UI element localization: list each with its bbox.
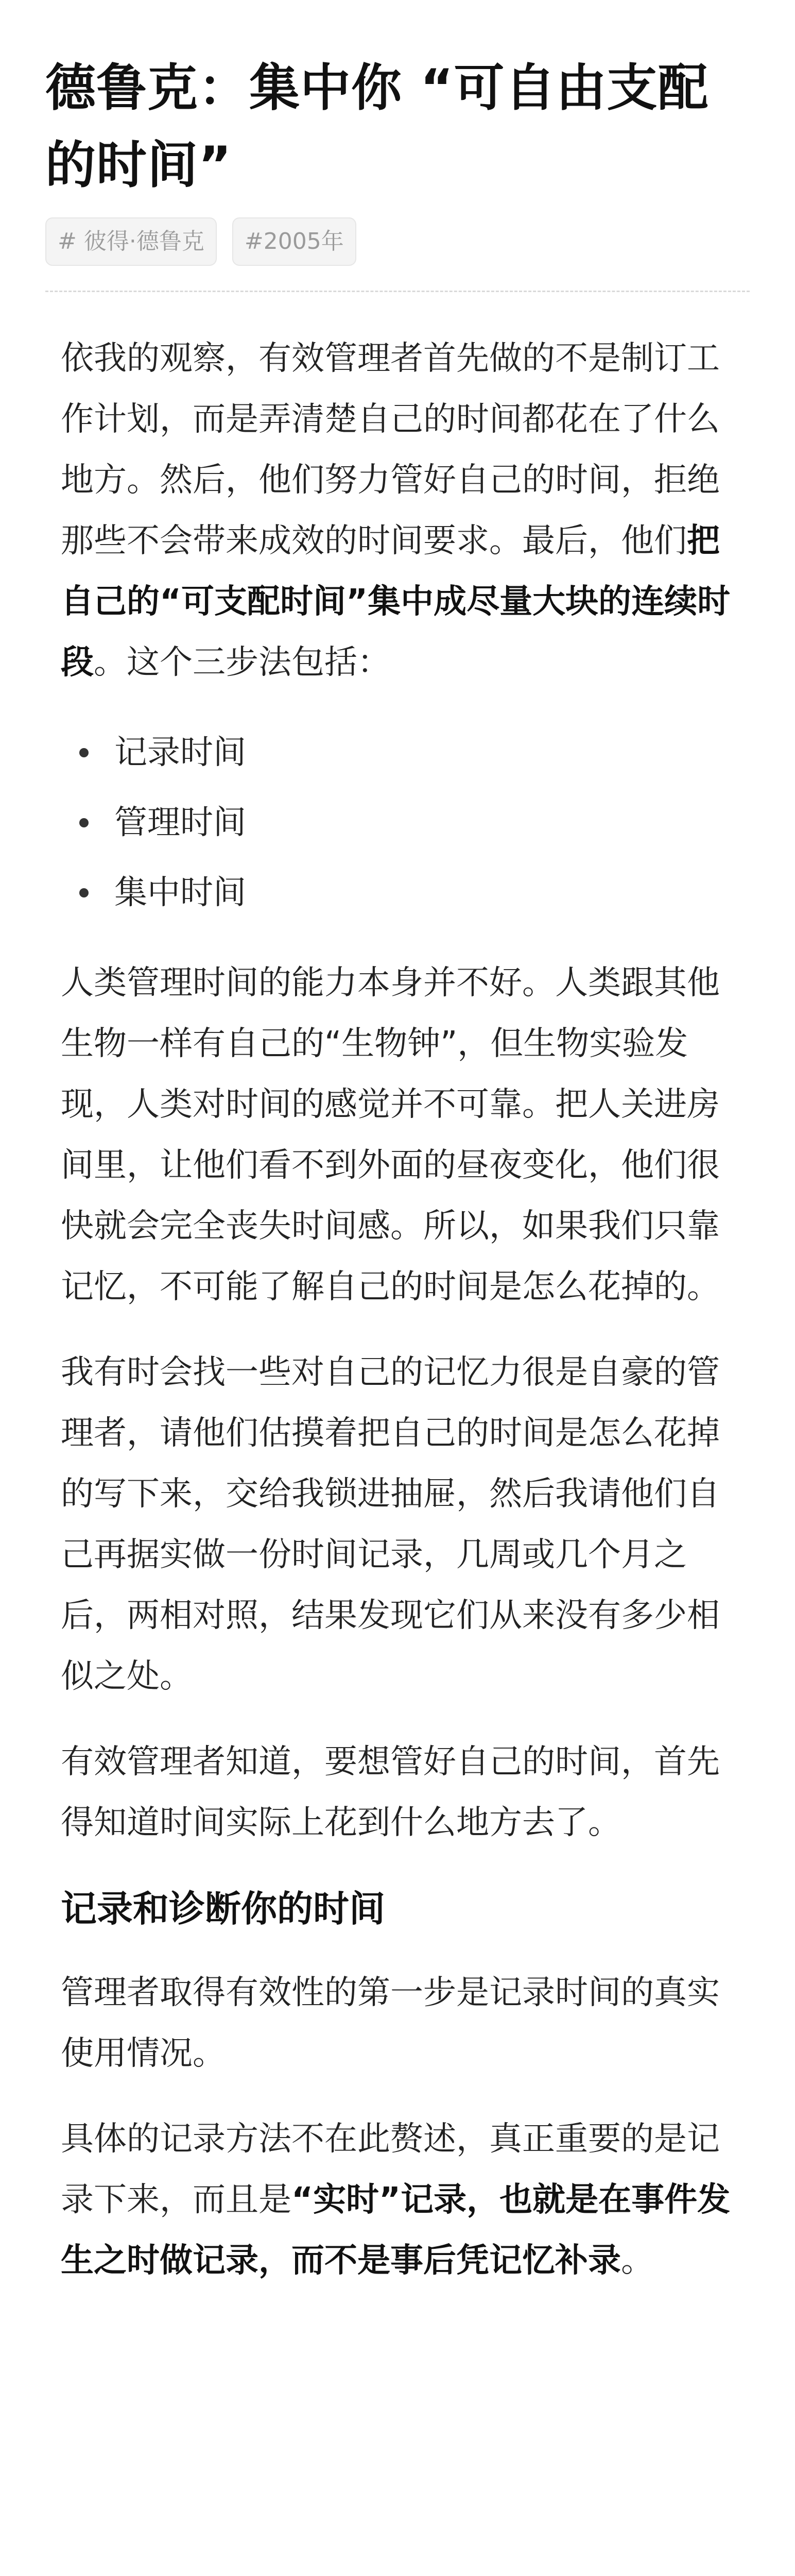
tag-list: [45, 217, 750, 266]
section-heading-record-time: 记录和诊断你的时间: [61, 1888, 385, 1930]
list-item-label: 记录时间: [114, 734, 246, 772]
paragraph-first-step: 管理者取得有效性的第一步是记录时间的真实使用情况。: [61, 1974, 720, 2073]
paragraph-realtime-record: [61, 2109, 739, 2291]
paragraph-intro-tail: 。这个三步法包括：: [94, 643, 390, 682]
paragraph-intro-emphasis: 把自己的“可支配时间”集中成尽量大块的连续时段: [61, 522, 731, 682]
bullet-icon: [79, 818, 89, 827]
bullet-icon: [79, 888, 89, 897]
paragraph-intro-text: 依我的观察，有效管理者首先做的不是制订工作计划，而是弄清楚自己的时间都花在了什么地方。然后，他们努力管好自己的时间，拒绝那些不会带来成效的时间要求。最后，他们: [61, 340, 720, 560]
paragraph-intro: [61, 328, 739, 693]
paragraph-realtime-tail: 。: [621, 2242, 654, 2280]
tag-year[interactable]: #2005年: [232, 217, 356, 266]
paragraph-realtime-emphasis: “实时”记录，也就是在事件发生之时做记录，而不是事后凭记忆补录: [61, 2181, 731, 2280]
article-title: 德鲁克：集中你 “可自由支配的时间”: [45, 59, 709, 195]
paragraph-biological-clock: 人类管理时间的能力本身并不好。人类跟其他生物一样有自己的“生物钟”，但生物实验发现，人类对时间的感觉并不可靠。把人关进房间里，让他们看不到外面的昼夜变化，他们很快就会完全丧失时间感。所以，如果我们只靠记忆，不可能了解自己的时间是怎么花掉的。: [61, 964, 720, 1306]
paragraph-memory-experiment: 我有时会找一些对自己的记忆力很是自豪的管理者，请他们估摸着把自己的时间是怎么花掉的写下来，交给我锁进抽屉，然后我请他们自己再据实做一份时间记录，几周或几个月之后，两相对照，结果发现它们从来没有多少相似之处。: [61, 1353, 720, 1696]
tag-author[interactable]: # 彼得·德鲁克: [45, 217, 217, 266]
list-item: [79, 858, 739, 928]
list-item: [79, 788, 739, 858]
steps-list: [61, 718, 739, 928]
bullet-icon: [79, 748, 89, 757]
paragraph-know-time: 有效管理者知道，要想管好自己的时间，首先得知道时间实际上花到什么地方去了。: [61, 1743, 720, 1842]
article-body: [45, 292, 750, 2291]
list-item-label: 管理时间: [114, 804, 246, 842]
paragraph-realtime-text: 具体的记录方法不在此赘述，真正重要的是记录下来，而且是: [61, 2120, 720, 2219]
list-item: [79, 718, 739, 788]
list-item-label: 集中时间: [114, 874, 246, 912]
